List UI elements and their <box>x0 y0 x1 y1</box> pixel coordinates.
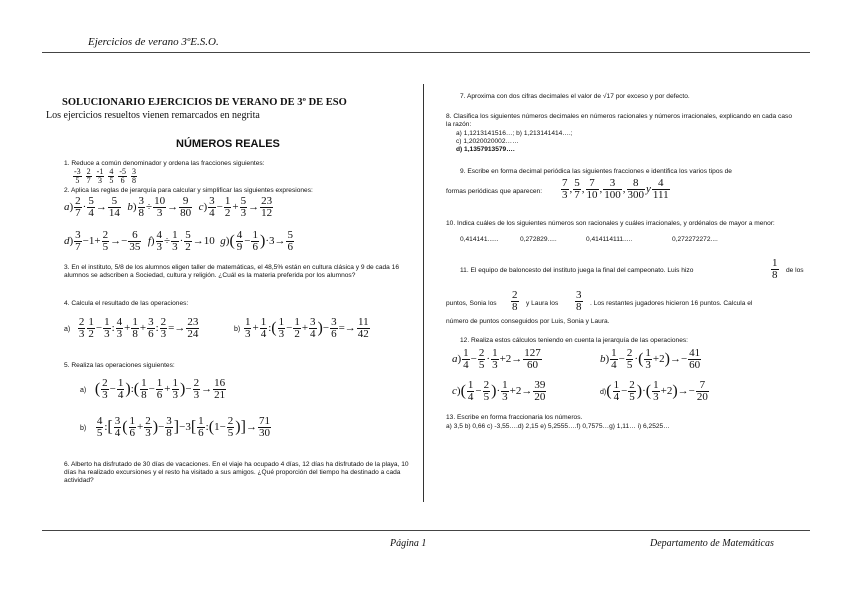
exercise-1-fractions: $\frac{-3}{5}$ $\frac{2}{7}$ $\frac{-1}{3}$ $\frac{4}{5}$ $\frac{-5}{6}$ $\frac{3}{8}$ <box>74 167 137 185</box>
exercise-1-prompt: 1. Reduce a común denominador y ordena las fracciones siguientes: <box>64 160 265 167</box>
exercise-9-prompt-line-1: 9. Escribe en forma decimal periódica las siguientes fracciones e identifica los varios tipos de <box>460 168 732 175</box>
exercise-7-prompt: 7. Aproxima con dos cifras decimales el valor de √17 por exceso y por defecto. <box>460 93 690 100</box>
exercise-8-items-ab: a) 1,1213141516…; b) 1,213141414….; <box>456 130 573 137</box>
exercise-11-laura-fraction: $\frac{3}{8}$ <box>576 289 582 313</box>
header-rule <box>42 52 810 53</box>
exercise-4-prompt: 4. Calcula el resultado de las operaciones: <box>64 300 189 307</box>
exercise-9-prompt-line-2: formas periódicas que aparecen: <box>446 188 543 195</box>
exercise-5-a: a) ( $\frac{2}{3}$ − $\frac{1}{4}$ ):( $\frac{1}{8}$ − $\frac{1}{6}$ + $\frac{1}{3}$ )− $\frac{2}{3}$ → $\frac{16}{21}$ <box>80 377 226 401</box>
exercise-8-item-c: c) 1,2020020002…… <box>456 138 519 145</box>
exercise-11-line-1: 11. El equipo de baloncesto del instituto juega la final del campeonato. Luis hizo <box>460 267 694 274</box>
exercise-10-number-4: 0,272272272.... <box>672 236 718 243</box>
document-title: SOLUCIONARIO EJERCICIOS DE VERANO DE 3º DE ESO <box>62 97 347 108</box>
page-header-title: Ejercicios de verano 3ºE.S.O. <box>88 36 219 48</box>
exercise-10-number-3: 0,414114111..... <box>586 236 633 243</box>
exercise-11-sonia-fraction: $\frac{2}{8}$ <box>512 289 518 313</box>
exercise-13-prompt: 13. Escribe en forma fraccionaria los números. <box>446 414 583 421</box>
exercise-11-line-1-end: de los <box>786 267 804 274</box>
exercise-10-number-2: 0,272829..... <box>520 236 557 243</box>
exercise-12-d: d)( $\frac{1}{4}$ − $\frac{2}{5}$ )·( $\frac{1}{3}$ +2)→− $\frac{7}{20}$ <box>600 379 708 403</box>
footer-page-number: Página 1 <box>390 538 427 549</box>
exercise-11-line-2b: y Laura los <box>526 300 559 307</box>
column-divider <box>423 84 424 502</box>
exercise-8-item-d: d) 1,1357913579…. <box>456 146 515 153</box>
exercise-9-fractions: $\frac{7}{3}$ , $\frac{5}{7}$ , $\frac{7}{10}$ , $\frac{3}{100}$ , $\frac{8}{300}$ y $\frac{4}{111}$ <box>562 177 669 201</box>
exercise-11-luis-fraction: $\frac{1}{8}$ <box>772 257 778 281</box>
exercise-11-line-2a: puntos, Sonia los <box>446 300 497 307</box>
exercise-2-row-1: a) $\frac{2}{7}$ · $\frac{5}{4}$ → $\frac{5}{14}$ b) $\frac{3}{8}$ ÷ $\frac{10}{3}$ → $\frac{9}{80}$ c) $\frac{3}{4}$ − $\frac{1}{2}$ + $\frac{5}{3}$ → $\frac{23}{12}$ <box>64 195 273 219</box>
exercise-8-prompt: 8. Clasifica los siguientes números decimales en números racionales y números irracionales, explicando en cada caso la razón: <box>446 113 792 128</box>
footer-rule <box>42 530 810 531</box>
exercise-3-prompt: 3. En el instituto, 5/8 de los alumnos eligen taller de matemáticas, el 48,5% están en cultura clásica y 9 de cada 16 alumnos se adscriben a Sociedad, cultura y religión. ¿Cuál es la materia preferida por los alumnos? <box>64 264 400 279</box>
exercise-5-b: b) $\frac{4}{5}$ :[ $\frac{3}{4}$ ( $\frac{1}{6}$ + $\frac{2}{3}$ )− $\frac{3}{8}$ ]−3[ $\frac{1}{6}$ :(1− $\frac{2}{5}$ )]→ $\frac{71}{30}$ <box>80 415 270 439</box>
exercise-4-b: b) $\frac{1}{3}$ + $\frac{1}{4}$ :( $\frac{1}{3}$ − $\frac{1}{2}$ + $\frac{3}{4}$ )− $\frac{3}{6}$ =→ $\frac{11}{42}$ <box>234 316 369 340</box>
exercise-2-row-2: d) $\frac{3}{7}$ −1+ $\frac{2}{5}$ →− $\frac{6}{35}$ f) $\frac{4}{3}$ ÷ $\frac{1}{3}$ · $\frac{5}{2}$ →10 g)( $\frac{4}{9}$ − $\frac{1}{6}$ )·3→ $\frac{5}{6}$ <box>64 229 293 253</box>
exercise-10-number-1: 0,414141...... <box>460 236 499 243</box>
exercise-10-prompt: 10. Indica cuáles de los siguientes números son racionales y cuáles irracionales, y ordénalos de mayor a menor: <box>446 220 775 227</box>
exercise-11-line-2c: . Los restantes jugadores hicieron 16 puntos. Calcula el <box>590 300 753 307</box>
exercise-12-a: a) $\frac{1}{4}$ − $\frac{2}{5}$ · $\frac{1}{3}$ +2→ $\frac{127}{60}$ <box>452 347 541 371</box>
document-subtitle: Los ejercicios resueltos vienen remarcados en negrita <box>46 110 260 121</box>
footer-department: Departamento de Matemáticas <box>650 538 774 549</box>
exercise-2-prompt: 2. Aplica las reglas de jerarquía para calcular y simplificar las siguientes expresiones: <box>64 187 313 194</box>
exercise-12-prompt: 12. Realiza estos cálculos teniendo en cuenta la jerarquía de las operaciones: <box>460 337 688 344</box>
exercise-12-b: b) $\frac{1}{4}$ − $\frac{2}{5}$ ·( $\frac{1}{3}$ +2)→− $\frac{41}{60}$ <box>600 347 701 371</box>
exercise-4-a: a) $\frac{2}{3}$ $\frac{1}{2}$ − $\frac{1}{3}$ : $\frac{4}{3}$ + $\frac{1}{8}$ + $\frac{3}{6}$ : $\frac{2}{3}$ =→ $\frac{23}{24}$ <box>64 316 199 340</box>
section-heading: NÚMEROS REALES <box>176 138 280 150</box>
exercise-13-items: a) 3,5 b) 0,66 c) -3,55….d) 2,15 e) 5,2555….f) 0,7575…g) 1,11… i) 6,2525… <box>446 423 670 430</box>
exercise-6-prompt: 6. Alberto ha disfrutado de 30 días de vacaciones. En el viaje ha ocupado 4 días, 12 días ha disfrutado de la playa, 10 días ha realizado excursiones y el resto ha visitado a sus amigos. ¿Qué proporción del tiempo ha destinado a cada actividad? <box>64 461 409 484</box>
exercise-5-prompt: 5. Realiza las operaciones siguientes: <box>64 362 175 369</box>
exercise-11-line-3: número de puntos conseguidos por Luis, Sonia y Laura. <box>446 318 610 325</box>
exercise-12-c: c)( $\frac{1}{4}$ − $\frac{2}{5}$ )· $\frac{1}{3}$ +2→ $\frac{39}{20}$ <box>452 379 546 403</box>
